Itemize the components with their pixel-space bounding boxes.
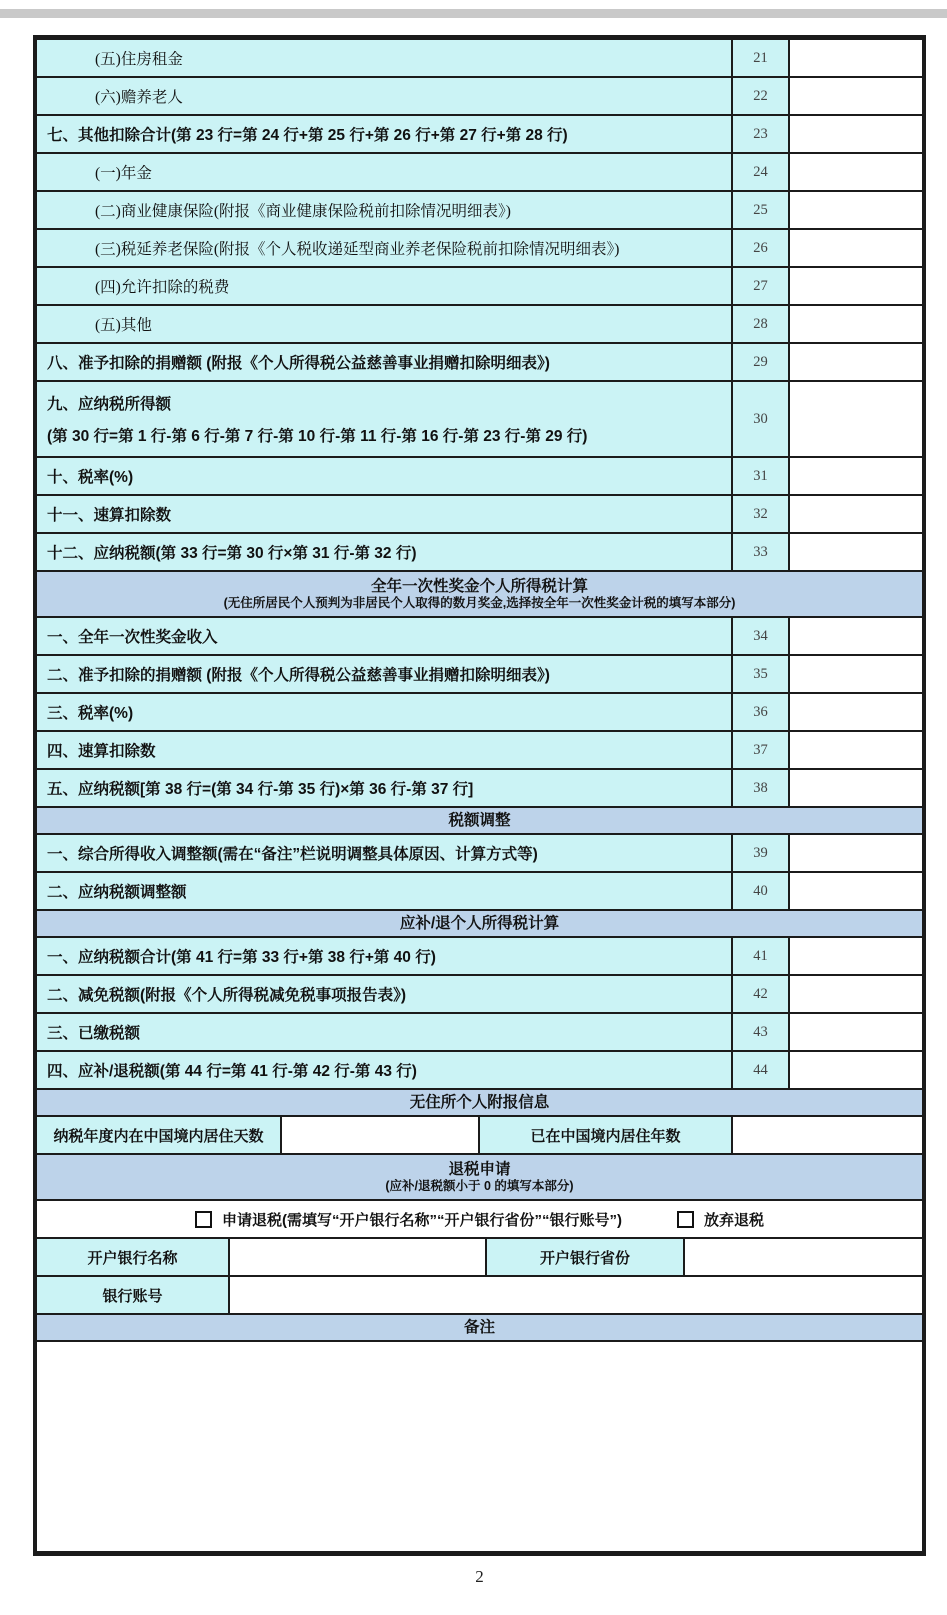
form-row-26 [37,230,922,268]
row-number: 42 [733,976,790,1012]
form-row-42 [37,976,922,1014]
bank-row-1 [37,1239,922,1277]
row-label: 一、应纳税额合计(第 41 行=第 33 行+第 38 行+第 40 行) [37,938,733,974]
form-row-33 [37,534,922,572]
row-22-value-input[interactable] [790,78,922,114]
row-label: 二、准予扣除的捐赠额 (附报《个人所得税公益慈善事业捐赠扣除明细表》) [37,656,733,692]
row-label: (四)允许扣除的税费 [37,268,733,304]
waive-refund-checkbox-icon[interactable] [677,1211,694,1228]
form-row-36 [37,694,922,732]
row-label [37,382,733,456]
row-number: 36 [733,694,790,730]
row-number: 44 [733,1052,790,1088]
form-row-23 [37,116,922,154]
section-title: 无住所个人附报信息 [409,1093,550,1111]
nondomicile-fields-row [37,1117,922,1155]
row-label: 一、全年一次性奖金收入 [37,618,733,654]
row-25-value-input[interactable] [790,192,922,228]
form-row-37 [37,732,922,770]
row-37-value-input[interactable] [790,732,922,768]
row-label-line2: (第 30 行=第 1 行-第 6 行-第 7 行-第 10 行-第 11 行-第 16 行-第 23 行-第 29 行) [47,428,588,445]
bank-row-2 [37,1277,922,1315]
form-row-32 [37,496,922,534]
row-29-value-input[interactable] [790,344,922,380]
row-39-value-input[interactable] [790,835,922,871]
section-title: 税额调整 [448,811,511,829]
form-row-41 [37,938,922,976]
row-41-value-input[interactable] [790,938,922,974]
row-label-line1: 九、应纳税所得额 [47,396,172,413]
row-label: (六)赡养老人 [37,78,733,114]
row-number: 33 [733,534,790,570]
section-subtitle: (应补/退税额小于 0 的填写本部分) [385,1179,574,1193]
form-row-38 [37,770,922,808]
row-number: 23 [733,116,790,152]
row-number: 34 [733,618,790,654]
section-bonus-tax-header [37,572,922,618]
row-label: (五)其他 [37,306,733,342]
apply-refund-checkbox-icon[interactable] [195,1211,212,1228]
row-number: 37 [733,732,790,768]
row-36-value-input[interactable] [790,694,922,730]
years-in-china-input[interactable] [733,1117,922,1153]
row-label: 七、其他扣除合计(第 23 行=第 24 行+第 25 行+第 26 行+第 27 行+第 28 行) [37,116,733,152]
row-label: 十、税率(%) [37,458,733,494]
row-21-value-input[interactable] [790,40,922,76]
row-label: 五、应纳税额[第 38 行=(第 34 行-第 35 行)×第 36 行-第 37 行] [37,770,733,806]
row-number: 31 [733,458,790,494]
bank-account-label: 银行账号 [37,1277,230,1313]
refund-options-row [37,1201,922,1239]
row-24-value-input[interactable] [790,154,922,190]
row-label: 十一、速算扣除数 [37,496,733,532]
row-27-value-input[interactable] [790,268,922,304]
form-row-22 [37,78,922,116]
section-settlement-header [37,911,922,938]
row-label: 一、综合所得收入调整额(需在“备注”栏说明调整具体原因、计算方式等) [37,835,733,871]
row-label: 四、速算扣除数 [37,732,733,768]
row-number: 29 [733,344,790,380]
section-refund-header [37,1155,922,1201]
bank-name-label: 开户银行名称 [37,1239,230,1275]
row-28-value-input[interactable] [790,306,922,342]
section-nondomicile-header [37,1090,922,1117]
row-30-value-input[interactable] [790,382,922,456]
section-tax-adjustment-header [37,808,922,835]
row-number: 21 [733,40,790,76]
section-title: 退税申请 [448,1160,511,1178]
row-label: (三)税延养老保险(附报《个人税收递延型商业养老保险税前扣除情况明细表》) [37,230,733,266]
bank-province-input[interactable] [685,1239,922,1275]
row-number: 38 [733,770,790,806]
apply-refund-option[interactable] [195,1209,622,1230]
row-label: 三、已缴税额 [37,1014,733,1050]
section-title: 备注 [463,1318,495,1336]
row-number: 25 [733,192,790,228]
form-row-34 [37,618,922,656]
row-label: 八、准予扣除的捐赠额 (附报《个人所得税公益慈善事业捐赠扣除明细表》) [37,344,733,380]
row-26-value-input[interactable] [790,230,922,266]
row-number: 35 [733,656,790,692]
form-row-31 [37,458,922,496]
days-in-china-input[interactable] [282,1117,480,1153]
section-title: 应补/退个人所得税计算 [399,914,560,932]
row-number: 41 [733,938,790,974]
form-row-44 [37,1052,922,1090]
row-number: 24 [733,154,790,190]
row-38-value-input[interactable] [790,770,922,806]
bank-name-input[interactable] [230,1239,487,1275]
row-number: 39 [733,835,790,871]
apply-refund-label: 申请退税(需填写“开户银行名称”“开户银行省份”“银行账号”) [221,1211,622,1229]
waive-refund-option[interactable] [677,1209,764,1230]
section-title: 全年一次性奖金个人所得税计算 [370,577,588,595]
form-row-25 [37,192,922,230]
form-row-30 [37,382,922,458]
days-in-china-label: 纳税年度内在中国境内居住天数 [37,1117,282,1153]
row-43-value-input[interactable] [790,1014,922,1050]
years-in-china-label: 已在中国境内居住年数 [480,1117,733,1153]
waive-refund-label: 放弃退税 [703,1211,764,1229]
row-number: 40 [733,873,790,909]
row-33-value-input[interactable] [790,534,922,570]
row-35-value-input[interactable] [790,656,922,692]
form-row-28 [37,306,922,344]
row-label: 四、应补/退税额(第 44 行=第 41 行-第 42 行-第 43 行) [37,1052,733,1088]
row-number: 27 [733,268,790,304]
row-number: 43 [733,1014,790,1050]
bank-account-input[interactable] [230,1277,922,1313]
row-label: 二、减免税额(附报《个人所得税减免税事项报告表》) [37,976,733,1012]
form-row-29 [37,344,922,382]
row-number: 32 [733,496,790,532]
row-label: 十二、应纳税额(第 33 行=第 30 行×第 31 行-第 32 行) [37,534,733,570]
row-31-value-input[interactable] [790,458,922,494]
bank-province-label: 开户银行省份 [487,1239,685,1275]
form-row-39 [37,835,922,873]
row-42-value-input[interactable] [790,976,922,1012]
row-44-value-input[interactable] [790,1052,922,1088]
row-number: 28 [733,306,790,342]
row-label: (二)商业健康保险(附报《商业健康保险税前扣除情况明细表》) [37,192,733,228]
page-top-edge [0,9,947,18]
page-number: 2 [475,1567,484,1586]
section-remarks-header [37,1315,922,1342]
row-34-value-input[interactable] [790,618,922,654]
row-number: 26 [733,230,790,266]
row-label: (五)住房租金 [37,40,733,76]
section-subtitle: (无住所居民个人预判为非居民个人取得的数月奖金,选择按全年一次性奖金计税的填写本部分) [223,596,736,610]
row-label: (一)年金 [37,154,733,190]
row-23-value-input[interactable] [790,116,922,152]
form-row-21 [37,40,922,78]
form-row-43 [37,1014,922,1052]
form-row-35 [37,656,922,694]
form-row-27 [37,268,922,306]
form-row-24 [37,154,922,192]
row-32-value-input[interactable] [790,496,922,532]
row-40-value-input[interactable] [790,873,922,909]
row-label: 二、应纳税额调整额 [37,873,733,909]
row-label: 三、税率(%) [37,694,733,730]
form-row-40 [37,873,922,911]
tax-form-table [33,35,926,1556]
row-number: 30 [733,382,790,456]
row-number: 22 [733,78,790,114]
remarks-input[interactable] [37,1342,922,1551]
